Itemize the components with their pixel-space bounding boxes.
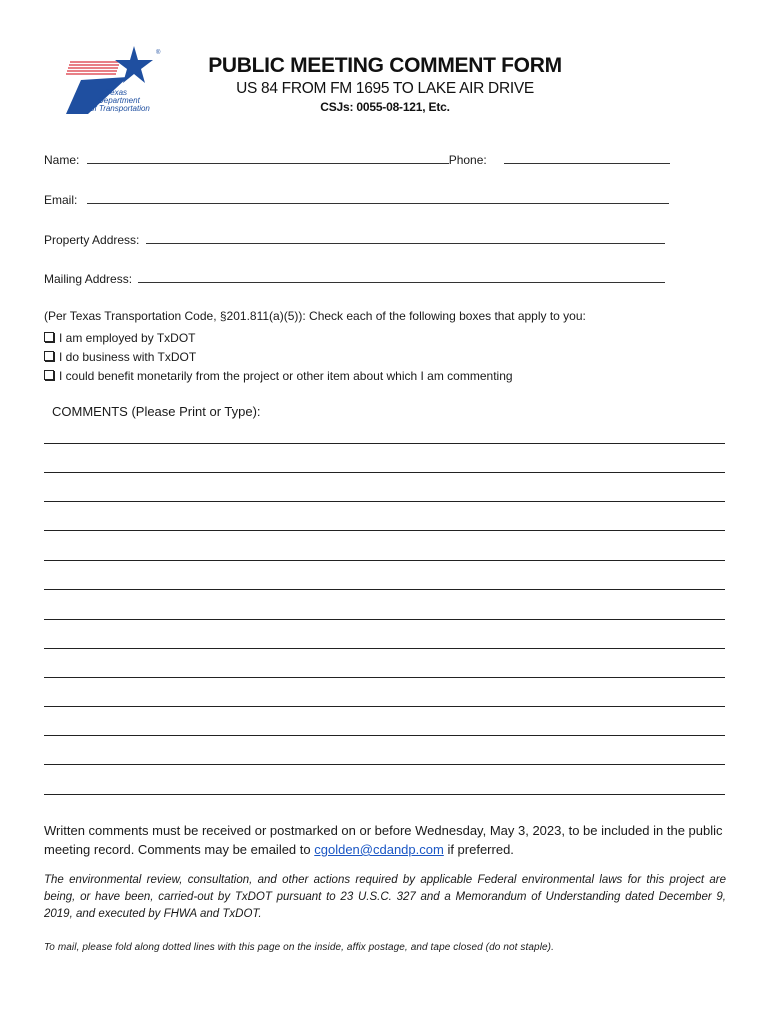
comment-line[interactable] — [44, 560, 725, 561]
logo-text-line1: Texas — [106, 88, 128, 97]
name-label: Name: — [44, 153, 80, 167]
name-field[interactable] — [44, 153, 670, 167]
comment-line[interactable] — [44, 472, 725, 473]
property-address-label: Property Address: — [44, 233, 140, 247]
comment-line[interactable] — [44, 501, 725, 502]
checkbox-employed[interactable] — [44, 331, 196, 345]
name-line[interactable] — [87, 153, 449, 164]
checkbox-benefit[interactable] — [44, 369, 513, 383]
comment-line[interactable] — [44, 589, 725, 590]
comment-line[interactable] — [44, 735, 725, 736]
form-title: PUBLIC MEETING COMMENT FORM — [208, 54, 562, 77]
svg-text:®: ® — [156, 50, 161, 56]
checkbox-label: I am employed by TxDOT — [59, 331, 196, 345]
email-label: Email: — [44, 193, 78, 207]
comments-label: COMMENTS (Please Print or Type): — [52, 404, 261, 419]
checkbox-label: I could benefit monetarily from the project or other item about which I am commenting — [59, 369, 513, 383]
email-link[interactable]: cgolden@cdandp.com — [314, 842, 444, 857]
email-line[interactable] — [87, 193, 669, 204]
phone-label: Phone: — [448, 153, 487, 167]
comment-line[interactable] — [44, 677, 725, 678]
checkbox-icon[interactable] — [44, 351, 54, 361]
comment-line[interactable] — [44, 794, 725, 795]
comment-line[interactable] — [44, 764, 725, 765]
email-field[interactable] — [44, 193, 669, 207]
mailing-address-label: Mailing Address: — [44, 272, 133, 286]
comment-line[interactable] — [44, 706, 725, 707]
comment-line[interactable] — [44, 530, 725, 531]
phone-line[interactable] — [504, 153, 670, 164]
mailing-address-field[interactable] — [44, 272, 665, 286]
csj-numbers: CSJs: 0055-08-121, Etc. — [320, 100, 450, 114]
deadline-text-end: if preferred. — [447, 842, 514, 857]
mail-instructions: To mail, please fold along dotted lines with this page on the inside, affix postage, and tape closed (do not staple). — [44, 942, 554, 953]
logo-text-line3: of Transportation — [90, 104, 150, 113]
checkbox-icon[interactable] — [44, 332, 54, 342]
comment-line[interactable] — [44, 619, 725, 620]
environmental-statement: The environmental review, consultation, and other actions required by applicable Federal environmental laws for this project are being, or have been, carried-out by TxDOT pursuant to 23 U.S.C. 327 and a Memorandum of Understanding dated December 9, 2019, and executed by FHWA and TxDOT. — [44, 874, 726, 920]
mailing-address-line[interactable] — [138, 272, 665, 283]
form-subtitle: US 84 FROM FM 1695 TO LAKE AIR DRIVE — [236, 80, 534, 97]
comment-line[interactable] — [44, 648, 725, 649]
deadline-text: Written comments must be received or postmarked on or before Wednesday, May 3, 2023, to be included in the public meeting record. Comments may be emailed to — [44, 823, 723, 857]
checkbox-label: I do business with TxDOT — [59, 350, 197, 364]
transportation-code-statement: (Per Texas Transportation Code, §201.811(a)(5)): Check each of the following boxes that apply to you: — [44, 309, 586, 323]
logo-text-line2: Department — [98, 96, 140, 105]
property-address-field[interactable] — [44, 233, 665, 247]
checkbox-business[interactable] — [44, 350, 196, 364]
comment-line[interactable] — [44, 443, 725, 444]
property-address-line[interactable] — [146, 233, 665, 244]
checkbox-icon[interactable] — [44, 370, 54, 380]
submission-deadline — [44, 821, 734, 859]
